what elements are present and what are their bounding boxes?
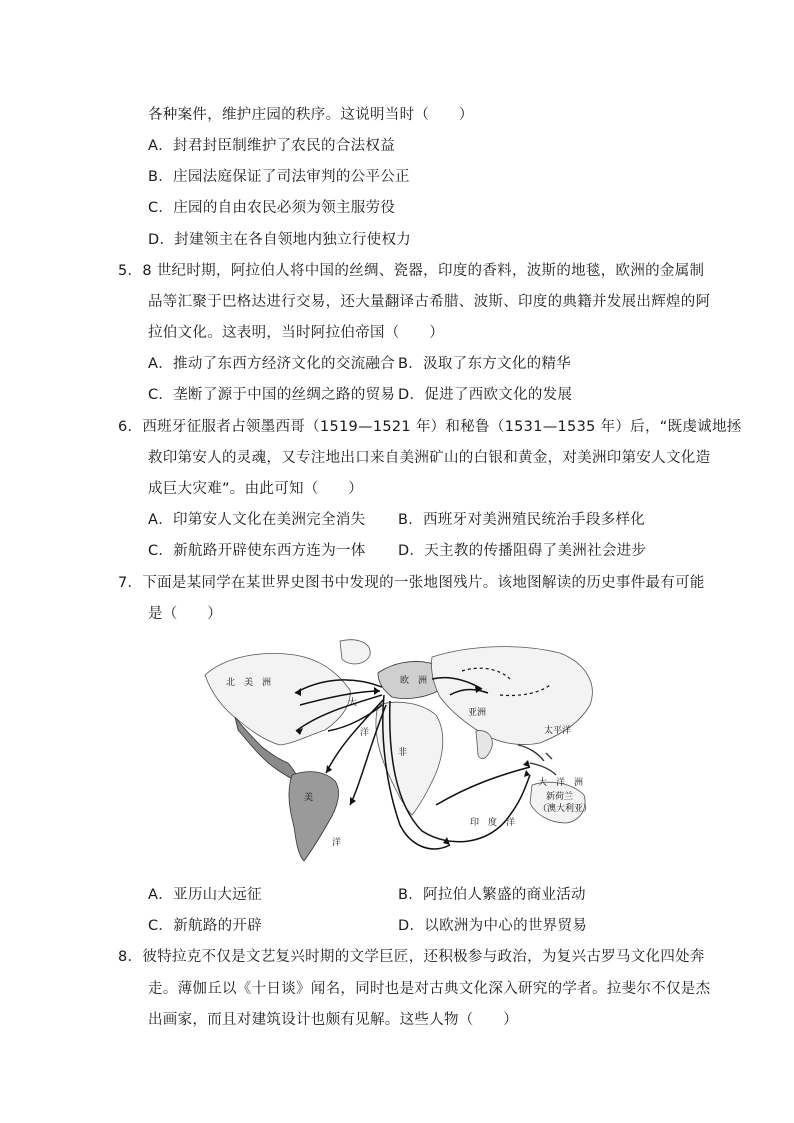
label-oceania: 大 洋 洲 [538, 778, 584, 788]
q5-stem-line3: 拉伯文化。这表明，当时阿拉伯帝国（ ） [148, 325, 444, 341]
q7-stem-line2: 是（ ） [148, 606, 222, 622]
q5-option-a: A．推动了东西方经济文化的交流融合 [148, 356, 396, 372]
q5-option-b: B．汲取了东方文化的精华 [398, 356, 572, 372]
q6-option-b: B．西班牙对美洲殖民统治手段多样化 [398, 512, 646, 528]
q7-option-d: D．以欧洲为中心的世界贸易 [398, 918, 588, 934]
q5-stem-line1: 5．8 世纪时期，阿拉伯人将中国的丝绸、瓷器，印度的香料，波斯的地毯，欧洲的金属制 [118, 263, 705, 279]
q6-stem-line1: 6．西班牙征服者占领墨西哥（1519—1521 年）和秘鲁（1531—1535 年）后，“既虔诚地拯 [118, 419, 742, 435]
world-trade-map [200, 635, 602, 870]
q6-stem-line3: 成巨大灾难”。由此可知（ ） [148, 481, 364, 497]
q4-option-d: D．封建领主在各自领地内独立行使权力 [148, 232, 412, 248]
q6-option-d: D．天主教的传播阻碍了美洲社会进步 [398, 543, 647, 559]
q6-stem-line2: 救印第安人的灵魂，又专注地出口来自美洲矿山的白银和黄金，对美洲印第安人文化造 [148, 450, 711, 466]
q7-stem-line1: 7．下面是某同学在某世界史图书中发现的一张地图残片。该地图解读的历史事件最有可能 [118, 575, 705, 591]
label-asia: 亚洲 [468, 708, 487, 718]
label-australia: （澳大利亚） [538, 804, 593, 814]
q8-stem-line2: 走。薄伽丘以《十日谈》闻名，同时也是对古典文化深入研究的学者。拉斐尔不仅是杰 [148, 981, 711, 997]
q6-option-a: A．印第安人文化在美洲完全消失 [148, 512, 366, 528]
label-pacific: 太平洋 [544, 726, 572, 736]
q8-stem-line3: 出画家，而且对建筑设计也颇有见解。这些人物（ ） [148, 1012, 518, 1028]
world-map-figure [200, 635, 602, 870]
q6-option-c: C．新航路开辟使东西方连为一体 [148, 543, 366, 559]
label-indian-ocean: 印 度 洋 [470, 818, 516, 828]
q4-option-a: A．封君封臣制维护了农民的合法权益 [148, 138, 396, 154]
label-africa: 非 [398, 748, 408, 758]
q5-option-c: C．垄断了源于中国的丝绸之路的贸易 [148, 387, 396, 403]
label-south-america: 美 [304, 793, 314, 803]
q5-option-d: D．促进了西欧文化的发展 [398, 387, 573, 403]
q7-option-b: B．阿拉伯人繁盛的商业活动 [398, 887, 586, 903]
label-north-america: 北 美 洲 [226, 678, 272, 688]
q8-stem-line1: 8．彼特拉克不仅是文艺复兴时期的文学巨匠，还积极参与政治，为复兴古罗马文化四处奔 [118, 949, 705, 965]
q7-option-c: C．新航路的开辟 [148, 918, 263, 934]
q4-option-c: C．庄园的自由农民必须为领主服劳役 [148, 200, 396, 216]
label-ping: 洋 [332, 838, 342, 848]
label-europe: 欧 洲 [400, 676, 428, 686]
label-atlantic: 大 [348, 698, 358, 708]
label-tai: 洋 [360, 728, 370, 738]
q4-stem-tail: 各种案件，维护庄园的秩序。这说明当时（ ） [148, 107, 474, 123]
q4-option-b: B．庄园法庭保证了司法审判的公平公正 [148, 169, 410, 185]
q5-stem-line2: 品等汇聚于巴格达进行交易，还大量翻译古希腊、波斯、印度的典籍并发展出辉煌的阿 [148, 294, 711, 310]
greenland-landmass [340, 640, 370, 664]
q7-option-a: A．亚历山大远征 [148, 887, 262, 903]
label-new-holland: 新荷兰 [546, 792, 574, 802]
